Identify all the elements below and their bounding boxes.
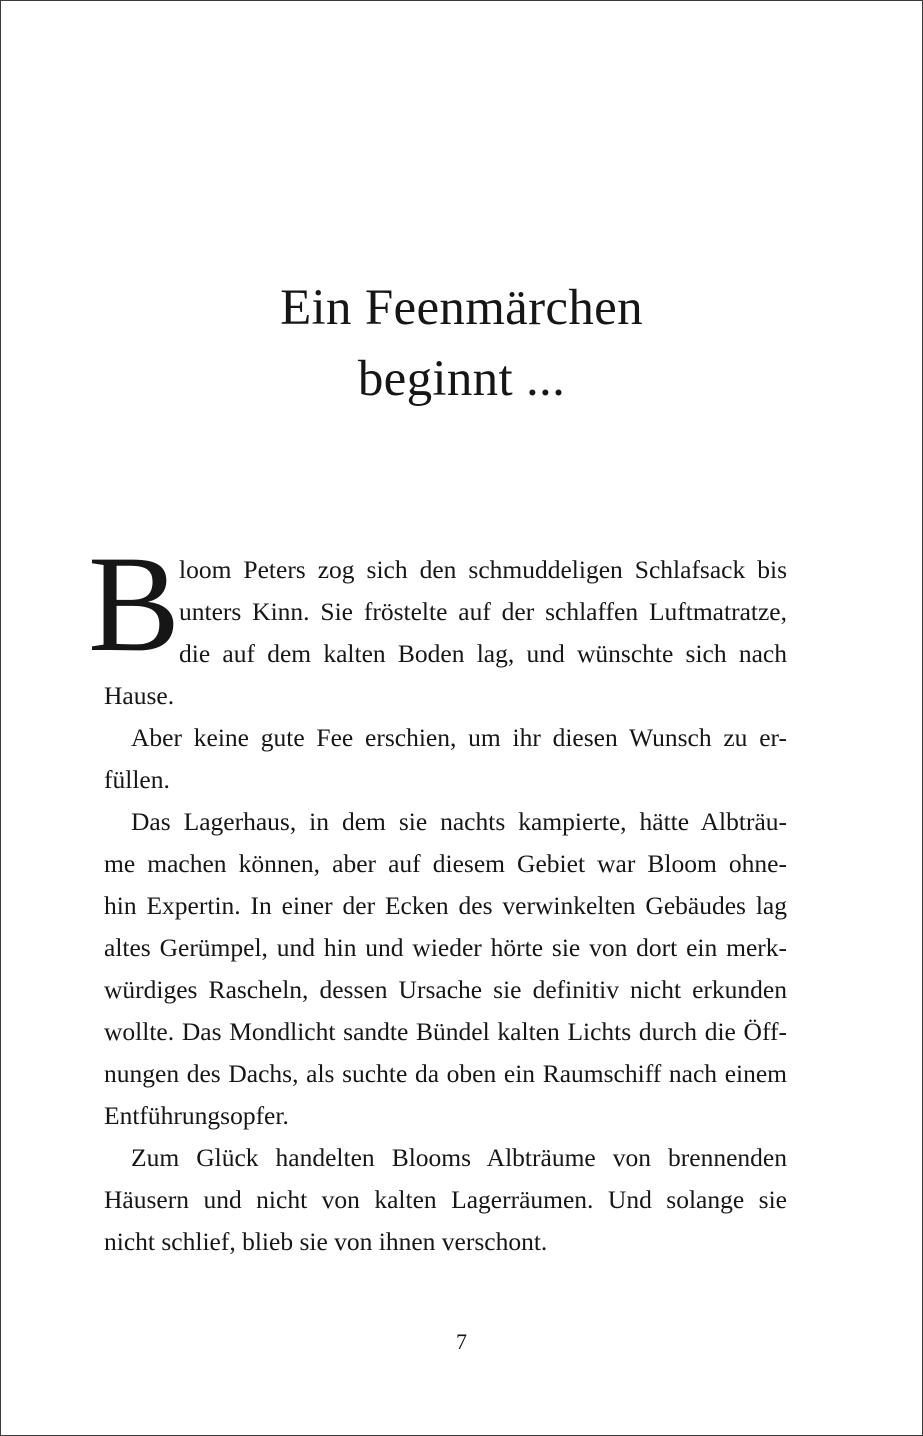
paragraph-line: Das Lagerhaus, in dem sie nachts kampierte, hätte Albträu- [131, 807, 787, 836]
page-number: 7 [456, 1329, 467, 1354]
paragraph-line: me machen können, aber auf diesem Gebiet war Bloom ohne- [104, 849, 787, 878]
paragraph-2 [104, 717, 787, 801]
chapter-title-line-1: Ein Feenmärchen [280, 280, 643, 336]
paragraph-line: Hause. [104, 681, 175, 710]
paragraph-line: Entführungsopfer. [104, 1101, 289, 1130]
paragraph-line: altes Gerümpel, und hin und wieder hörte sie von dort ein merk- [104, 933, 787, 962]
paragraph-line: nungen des Dachs, als suchte da oben ein Raumschiff nach einem [104, 1059, 787, 1088]
paragraph-line: würdiges Rascheln, dessen Ursache sie definitiv nicht erkunden [104, 975, 787, 1004]
chapter-title [1, 273, 922, 415]
chapter-body [88, 527, 787, 1263]
paragraph-line: hin Expertin. In einer der Ecken des verwinkelten Gebäudes lag [104, 891, 787, 920]
chapter-title-line-2: beginnt ... [357, 351, 566, 407]
paragraph-line: Häusern und nicht von kalten Lagerräumen. Und solange sie [104, 1185, 787, 1214]
paragraph-1 [88, 527, 787, 717]
paragraph-line: nicht schlief, blieb sie von ihnen verschont. [104, 1227, 548, 1256]
paragraph-line: die auf dem kalten Boden lag, und wünschte sich nach [179, 639, 787, 668]
paragraph-line: unters Kinn. Sie fröstelte auf der schlaffen Luftmatratze, [179, 597, 787, 626]
paragraph-line: Zum Glück handelten Blooms Albträume von brennenden [131, 1143, 787, 1172]
paragraph-line: wollte. Das Mondlicht sandte Bündel kalten Lichts durch die Öff- [104, 1017, 787, 1046]
drop-cap: B [88, 527, 179, 680]
paragraph-3 [104, 801, 787, 1137]
paragraph-line: loom Peters zog sich den schmuddeligen Schlafsack bis [179, 555, 787, 584]
paragraph-line: füllen. [104, 765, 170, 794]
paragraph-4 [104, 1137, 787, 1263]
paragraph-line: Aber keine gute Fee erschien, um ihr diesen Wunsch zu er- [131, 723, 787, 752]
